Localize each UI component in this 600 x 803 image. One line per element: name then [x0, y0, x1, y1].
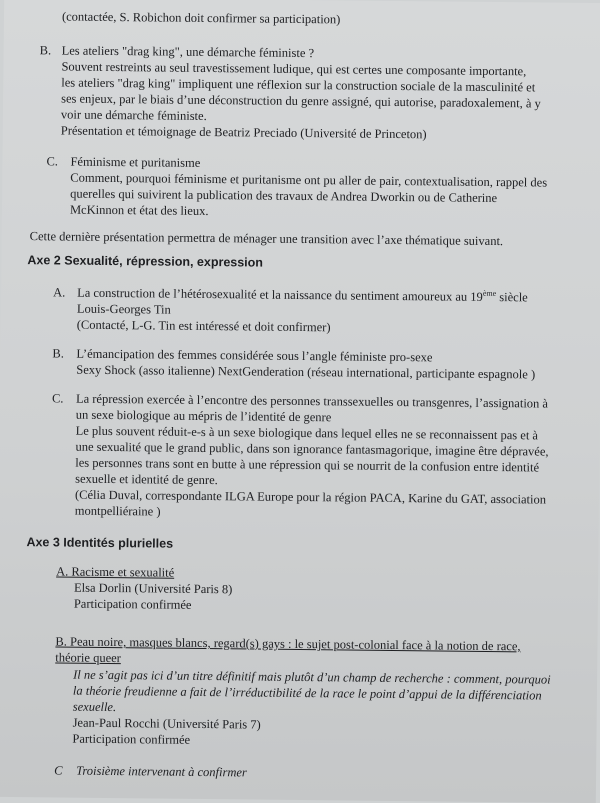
section-heading: Axe 3 Identités plurielles [26, 535, 174, 551]
section-heading: Axe 2 Sexualité, répression, expression [27, 253, 264, 270]
item-letter: B. [39, 43, 52, 58]
item-title: La répression exercée à l’encontre des personnes transsexuelles ou transgenres, l’assignation à [75, 391, 549, 411]
speaker-line: (Célia Duval, correspondante ILGA Europe pour la région PACA, Karine du GAT, association [74, 487, 547, 507]
item-letter: A. [53, 285, 66, 300]
text-line: querelles qui suivirent la publication des travaux de Andrea Dworkin ou de Catherine [70, 186, 498, 206]
text-line: ses enjeux, par le biais d’une déconstruction du genre assigné, qui autorise, paradoxalement, à y [61, 91, 541, 111]
item-letter: C. [46, 154, 59, 169]
text-line: montpelliéraine ) [74, 503, 161, 519]
speaker-line: Présentation et témoignage de Beatriz Preciado (Université de Princeton) [60, 123, 427, 142]
speaker-line: Elsa Dorlin (Université Paris 8) [73, 580, 233, 597]
text-line: un sexe biologique au mépris de l’identité de genre [75, 407, 332, 425]
text-line: Participation confirmée [72, 731, 191, 747]
text-line: les personnes trans sont en butte à une répression qui se nourrit de la confusion entre identité [75, 455, 540, 475]
text-line: McKinnon et état des lieux. [69, 202, 209, 219]
item-letter: C. [51, 391, 64, 406]
item-title: La construction de l’hétérosexualité et la naissance du sentiment amoureux au 19ème siècle [77, 285, 528, 305]
item-title: L’émancipation des femmes considérée sous l’angle féministe pro-sexe [76, 346, 433, 365]
speaker-line: Sexy Shock (asso italienne) NextGenderation (réseau international, participante espagnole ) [76, 362, 536, 382]
text-line: voir une démarche féministe. [60, 107, 207, 124]
italic-line: Il ne s’agit pas ici d’un titre définitif mais plutôt d’un champ de recherche : comment, pourquoi [73, 667, 551, 687]
item-title: A. Racisme et sexualité [56, 564, 175, 580]
text-line: les ateliers "drag king" impliquent une réflexion sur la construction sociale de la masculinité et [61, 75, 536, 95]
item-letter: C [54, 763, 63, 778]
speaker-line: Louis-Georges Tin [76, 301, 171, 317]
contact-note: (contactée, S. Robichon doit confirmer sa participation) [61, 9, 341, 27]
text-line: Participation confirmée [73, 596, 192, 612]
italic-line: la théorie freudienne a fait de l’irréductibilité de la race le point d’appui de la différenciation [72, 683, 542, 703]
text-line: une sexualité que le grand public, dans son ignorance fantasmagorique, imagine être dépravée, [75, 439, 549, 459]
text-line: Le plus souvent réduit-e-s à un sexe biologique dans lequel elles ne se reconnaissent pas et à [75, 423, 539, 443]
text-line: (Contacté, L-G. Tin est intéressé et doit confirmer) [76, 317, 331, 335]
item-title: B. Peau noire, masques blancs, regard(s) gays : le sujet post-colonial face à la notion de race, [55, 634, 521, 654]
item-letter: B. [52, 346, 65, 361]
item-title: Troisième intervenant à confirmer [76, 763, 247, 780]
transition-note: Cette dernière présentation permettra de ménager une transition avec l’axe thématique suivant. [29, 229, 504, 249]
text-line: Souvent restreints au seul travestissement ludique, qui est certes une composante importante, [61, 59, 527, 79]
italic-line: sexuelle. [72, 699, 117, 715]
speaker-line: Jean-Paul Rocchi (Université Paris 7) [72, 715, 261, 732]
item-title: théorie queer [55, 650, 121, 666]
item-title: Les ateliers "drag king", une démarche féministe ? [61, 43, 315, 61]
text-line: sexuelle et identité de genre. [75, 471, 218, 488]
item-title: Féminisme et puritanisme [70, 154, 201, 170]
text-line: Comment, pourquoi féminisme et puritanisme ont pu aller de pair, contextualisation, rappel des [70, 170, 548, 190]
